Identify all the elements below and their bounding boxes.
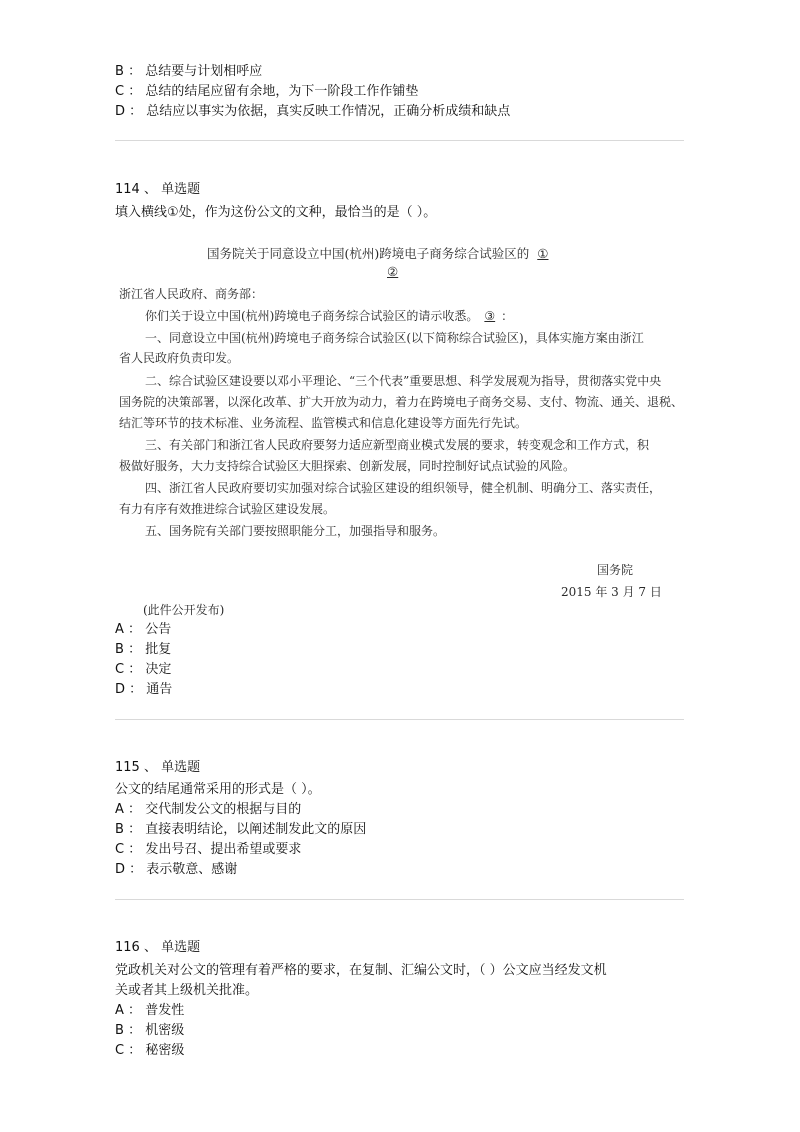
blank-1: ①: [537, 246, 549, 261]
q115-option-b[interactable]: B ： 直接表明结论，以阐述制发此文的原因: [115, 822, 367, 837]
option-letter: B: [115, 64, 124, 79]
option-letter: C: [115, 1043, 125, 1058]
question-stem: 填入横线①处，作为这份公文的文种，最恰当的是（ ）。: [115, 205, 437, 220]
document-paragraph: 极做好服务，大力支持综合试验区大胆探索、创新发展，同时控制好试点试验的风险。: [119, 459, 576, 473]
q115-option-a[interactable]: A ： 交代制发公文的根据与目的: [115, 802, 302, 817]
document-paragraph: 三、有关部门和浙江省人民政府要努力适应新型商业模式发展的要求，转变观念和工作方式，积: [145, 438, 650, 452]
question-number: 115 、 单选题: [115, 760, 201, 775]
question-number: 114 、 单选题: [115, 182, 201, 197]
question-stem: 关或者其上级机关批准。: [115, 983, 259, 998]
document-title: 国务院关于同意设立中国(杭州)跨境电子商务综合试验区的 ①: [207, 246, 549, 261]
q113-option-d[interactable]: D ： 总结应以事实为依据，真实反映工作情况，正确分析成绩和缺点: [115, 104, 511, 119]
option-text: 公告: [145, 622, 172, 637]
option-text: 总结的结尾应留有余地，为下一阶段工作作铺垫: [145, 84, 419, 99]
q114-option-b[interactable]: B ： 批复: [115, 642, 172, 657]
option-letter: C: [115, 662, 125, 677]
document-paragraph: 五、国务院有关部门要按照职能分工，加强指导和服务。: [145, 524, 446, 538]
option-text: 决定: [145, 662, 172, 677]
option-text: 秘密级: [145, 1043, 185, 1058]
document-paragraph: 国务院的决策部署，以深化改革、扩大开放为动力，着力在跨境电子商务交易、支付、物流、通关、退税、: [119, 395, 684, 409]
option-text: 总结要与计划相呼应: [145, 64, 263, 79]
q115-option-c[interactable]: C ： 发出号召、提出希望或要求: [115, 842, 302, 857]
option-letter: B: [115, 642, 124, 657]
q113-option-c[interactable]: C ： 总结的结尾应留有余地，为下一阶段工作作铺垫: [115, 84, 419, 99]
question-stem: 公文的结尾通常采用的形式是（ ）。: [115, 782, 321, 797]
option-text: 普发性: [145, 1003, 185, 1018]
document-note: (此件公开发布): [143, 603, 225, 617]
document-paragraph: 四、浙江省人民政府要切实加强对综合试验区建设的组织领导，健全机制、明确分工、落实责任，: [145, 481, 662, 495]
option-letter: A: [115, 622, 124, 637]
option-letter: D: [115, 104, 126, 119]
document-intro: 你们关于设立中国(杭州)跨境电子商务综合试验区的请示收悉。 ③ ：: [145, 309, 514, 323]
option-letter: B: [115, 1023, 124, 1038]
option-letter: A: [115, 1003, 124, 1018]
question-stem: 党政机关对公文的管理有着严格的要求，在复制、汇编公文时，（ ）公文应当经发文机: [115, 963, 607, 978]
divider: [115, 719, 684, 720]
question-number: 116 、 单选题: [115, 940, 201, 955]
q116-option-a[interactable]: A ： 普发性: [115, 1003, 185, 1018]
option-letter: C: [115, 842, 125, 857]
document-paragraph: 省人民政府负责印发。: [119, 351, 240, 365]
option-letter: D: [115, 862, 126, 877]
document-paragraph: 有力有序有效推进综合试验区建设发展。: [119, 502, 336, 516]
q114-option-c[interactable]: C ： 决定: [115, 662, 172, 677]
document-paragraph: 二、综合试验区建设要以邓小平理论、“三个代表”重要思想、科学发展观为指导，贯彻落实党中央: [145, 374, 662, 388]
document-paragraph: 一、同意设立中国(杭州)跨境电子商务综合试验区(以下简称综合试验区)，具体实施方案由浙江: [145, 331, 644, 345]
option-text: 通告: [146, 682, 173, 697]
q116-option-b[interactable]: B ： 机密级: [115, 1023, 185, 1038]
option-letter: A: [115, 802, 124, 817]
official-document-image: [115, 236, 688, 626]
q116-option-c[interactable]: C ： 秘密级: [115, 1043, 185, 1058]
option-text: 交代制发公文的根据与目的: [145, 802, 302, 817]
divider: [115, 140, 684, 141]
option-text: 批复: [145, 642, 172, 657]
option-text: 直接表明结论，以阐述制发此文的原因: [145, 822, 367, 837]
document-recipient: 浙江省人民政府、商务部：: [119, 287, 264, 301]
q115-option-d[interactable]: D ： 表示敬意、感谢: [115, 862, 238, 877]
document-date: 2015 年 3 月 7 日: [561, 585, 662, 599]
option-letter: B: [115, 822, 124, 837]
document-paragraph: 结汇等环节的技术标准、业务流程、监管模式和信息化建设等方面先行先试。: [119, 416, 528, 430]
q114-option-a[interactable]: A ： 公告: [115, 622, 172, 637]
option-text: 机密级: [145, 1023, 185, 1038]
document-signer: 国务院: [597, 563, 634, 577]
blank-3: ③: [484, 309, 496, 323]
q113-option-b[interactable]: B ： 总结要与计划相呼应: [115, 64, 263, 79]
blank-2: ②: [387, 264, 399, 279]
q114-option-d[interactable]: D ： 通告: [115, 682, 173, 697]
divider: [115, 899, 684, 900]
option-letter: C: [115, 84, 125, 99]
option-text: 表示敬意、感谢: [146, 862, 238, 877]
option-text: 总结应以事实为依据，真实反映工作情况，正确分析成绩和缺点: [146, 104, 511, 119]
option-text: 发出号召、提出希望或要求: [145, 842, 302, 857]
option-letter: D: [115, 682, 126, 697]
